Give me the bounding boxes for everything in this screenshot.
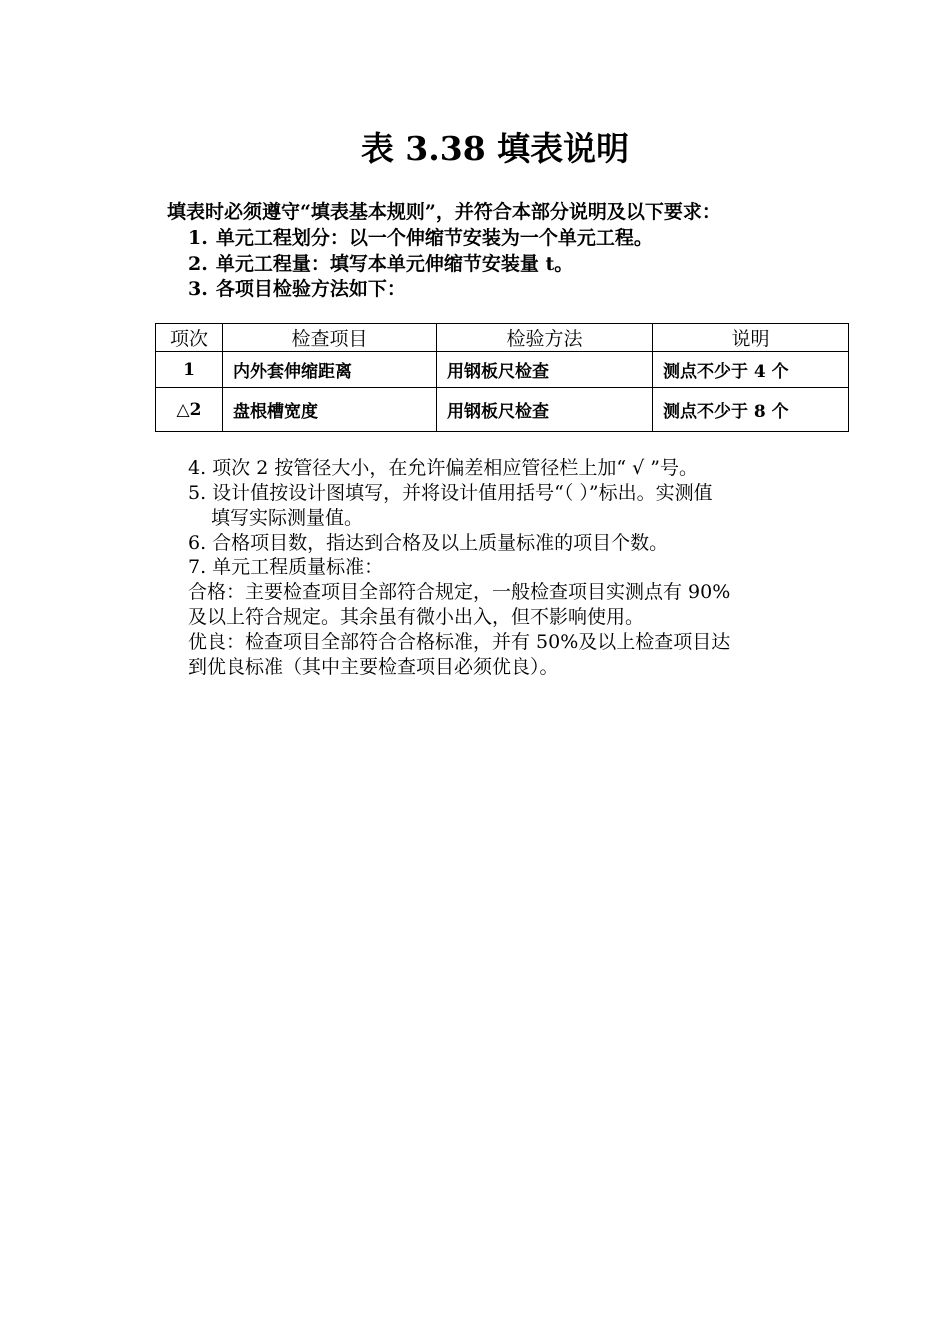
intro-paragraph: 填表时必须遵守“填表基本规则”，并符合本部分说明及以下要求： bbox=[167, 201, 721, 223]
excellent-standard-line-1: 优良：检查项目全部符合合格标准，并有 50%及以上检查项目达 bbox=[188, 631, 731, 653]
requirement-text: 单元工程划分：以一个伸缩节安装为一个单元工程。 bbox=[215, 227, 653, 249]
page-title: 表 3.38 填表说明 bbox=[360, 129, 630, 168]
note-7: 7. 单元工程质量标准： bbox=[188, 556, 384, 578]
cell-check-item: 内外套伸缩距离 bbox=[223, 352, 437, 388]
table-row bbox=[156, 352, 849, 388]
cell-remarks: 测点不少于 4 个 bbox=[653, 352, 849, 388]
cell-check-method: 用钢板尺检查 bbox=[437, 352, 653, 388]
header-item-number: 项次 bbox=[156, 324, 223, 352]
requirement-number: 2. bbox=[188, 253, 208, 275]
table-row bbox=[156, 388, 849, 432]
cell-check-item: 盘根槽宽度 bbox=[223, 388, 437, 432]
cell-item-number: 1 bbox=[156, 352, 223, 388]
requirement-text: 各项目检验方法如下： bbox=[215, 278, 406, 300]
excellent-standard-line-2: 到优良标准（其中主要检查项目必须优良）。 bbox=[188, 656, 559, 678]
requirement-2 bbox=[188, 251, 573, 277]
note-4: 4. 项次 2 按管径大小，在允许偏差相应管径栏上加“ √ ”号。 bbox=[188, 457, 698, 479]
inspection-method-table bbox=[155, 323, 849, 432]
header-check-method: 检验方法 bbox=[437, 324, 653, 352]
requirement-3 bbox=[188, 276, 406, 302]
note-5-line-1: 5. 设计值按设计图填写，并将设计值用括号“（ ）”标出。实测值 bbox=[188, 482, 713, 504]
header-remarks: 说明 bbox=[653, 324, 849, 352]
requirement-text: 单元工程量：填写本单元伸缩节安装量 t。 bbox=[215, 253, 574, 275]
table-header-row bbox=[156, 324, 849, 352]
requirement-number: 1. bbox=[188, 227, 208, 249]
note-5-line-2: 填写实际测量值。 bbox=[211, 507, 364, 529]
requirement-number: 3. bbox=[188, 278, 208, 300]
cell-item-number: △2 bbox=[156, 388, 223, 432]
header-check-item: 检查项目 bbox=[223, 324, 437, 352]
requirement-1 bbox=[188, 225, 653, 251]
note-6: 6. 合格项目数，指达到合格及以上质量标准的项目个数。 bbox=[188, 532, 669, 554]
cell-check-method: 用钢板尺检查 bbox=[437, 388, 653, 432]
cell-remarks: 测点不少于 8 个 bbox=[653, 388, 849, 432]
pass-standard-line-2: 及以上符合规定。其余虽有微小出入，但不影响使用。 bbox=[188, 606, 645, 628]
pass-standard-line-1: 合格：主要检查项目全部符合规定，一般检查项目实测点有 90% bbox=[188, 581, 731, 603]
